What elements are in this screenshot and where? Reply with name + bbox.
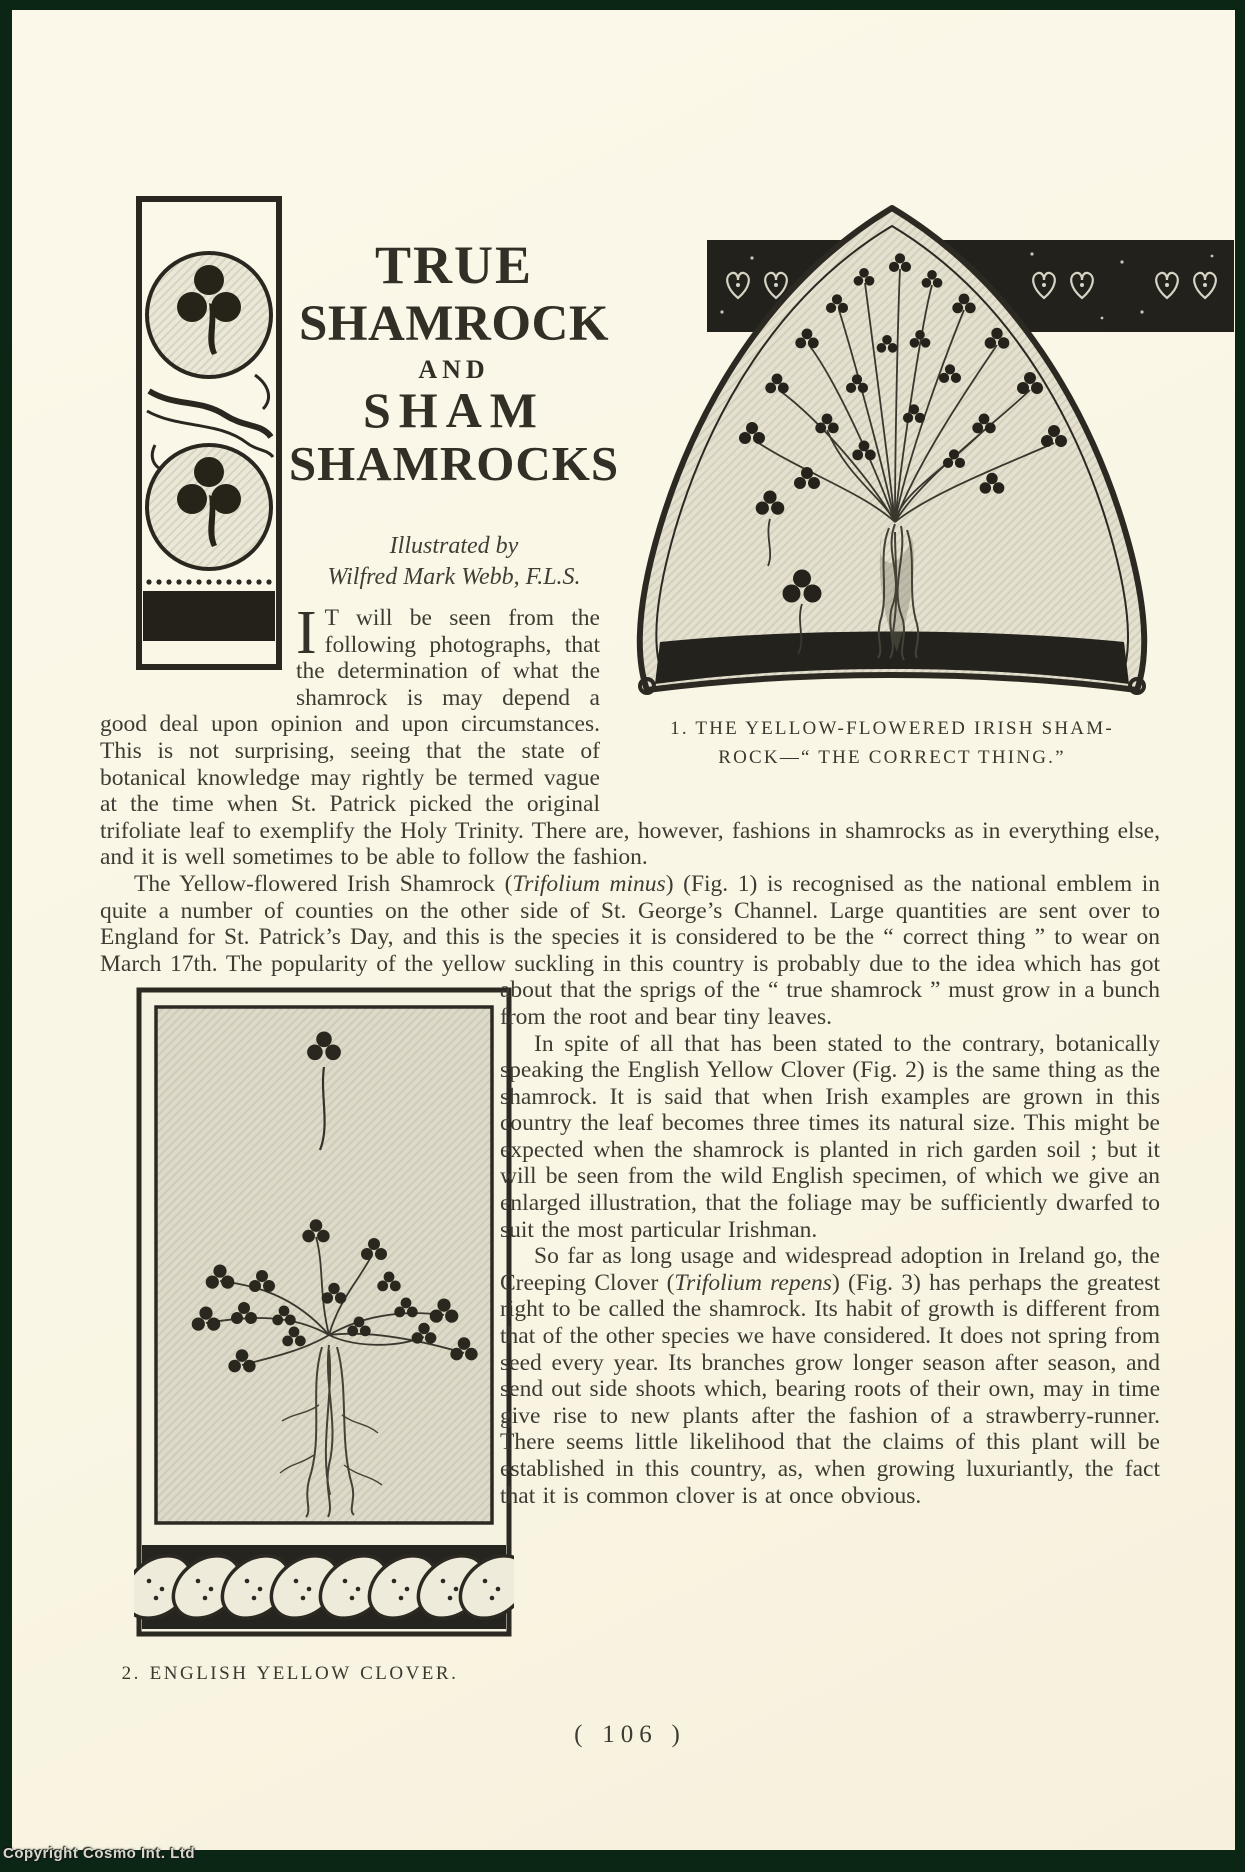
byline-prefix: Illustrated by	[389, 533, 519, 559]
byline	[280, 531, 628, 593]
byline-author: Wilfred Mark Webb, F.L.S.	[327, 564, 581, 590]
title-line-4: SHAM	[363, 382, 545, 438]
paragraph-2-text: The Yellow-flowered Irish Shamrock (	[134, 870, 513, 897]
article-body	[100, 599, 1161, 1748]
paragraph-4-text: ) (Fig. 3) has perhaps the greatest right to be called the shamrock. Its habit of growth is different from that of the other species we have considered. It does not spring from seed every year. Its branches grow longer season after season, and send out side shoots which, bearing roots of their own, may in time give rise to new plants after the fashion of a strawberry-runner. There seems little likelihood that the claims of this plant will be established in this country, as, when growing luxuriantly, the fact that it is common clover is at once obvious.	[500, 1269, 1160, 1509]
figure-2	[100, 985, 480, 1687]
title-line-5: SHAMROCKS	[288, 436, 620, 491]
figure1-wrap-spacer	[600, 605, 1160, 803]
title-line-3: AND	[418, 355, 490, 384]
figure-2-caption: 2. ENGLISH YELLOW CLOVER.	[121, 1662, 459, 1684]
paragraph-2-text: ) (Fig. 1) is recognised as the national emblem in quite a number of counties on the other side of St. George’s Channel. Large quantities are sent over to England for St. Patrick’s Day, and this is the species it is considered to be the “ correct thing ” to wear on March 17th. The popularity of the yellow suckling in this country is probably due to the idea which has got about that the sprigs of the “ true shamrock ” must grow in a bunch	[100, 870, 1161, 1004]
copyright-watermark: Copyright Cosmo Int. Ltd	[3, 1845, 195, 1862]
figure-1-caption-line1: 1. THE YELLOW-FLOWERED IRISH SHAM-	[670, 718, 1114, 739]
figure2-clover-photo-illustration	[134, 985, 514, 1640]
drop-cap: I	[296, 599, 317, 667]
figure-1-caption-line2: ROCK—“ THE CORRECT THING.”	[718, 747, 1066, 768]
braid-ornament	[134, 1543, 514, 1631]
paragraph-3: In spite of all that has been stated to the contrary, botanically speaking the English Yellow Clover (Fig. 2) is the same thing as the shamrock. It is said that when Irish examples are grown in this country the leaf becomes three times its natural size. This might be expected when the shamrock is planted in rich garden soil ; but it will be seen from the wild English specimen, of which we give an enlarged illustration, that the foliage may be sufficiently dwarfed to suit the most particular Irishman.	[500, 1030, 1160, 1243]
page-number: ( 106 )	[574, 1720, 686, 1748]
paragraph-2-text: from the root and bear tiny leaves.	[500, 1003, 833, 1030]
paragraph-1-text: T will be seen from the following photographs, that the determination of what the shamrock is may depend a good deal upon opinion and upon circumstances. This is not surprising, seeing that the state of botanical knowledge may rightly be termed vague at the time when St. Patrick picked the original trifoliate leaf to exemplify the Holy Trinity. There are, however, fashions in shamrocks as in everything else, and it is well sometimes to be able to follow the fashion.	[100, 605, 1160, 871]
article-title	[280, 236, 628, 493]
page-background	[12, 10, 1235, 1850]
panel-wrap-spacer	[100, 605, 296, 685]
title-line-2: SHAMROCK	[299, 296, 609, 352]
paragraph-4-text: So far as long usage and widespread adoption in Ireland go, the Creeping Clover (	[500, 1243, 1160, 1296]
latin-name-trifolium-minus: Trifolium minus	[512, 870, 666, 897]
title-line-1: TRUE	[374, 235, 534, 295]
latin-name-trifolium-repens: Trifolium repens	[674, 1269, 832, 1296]
